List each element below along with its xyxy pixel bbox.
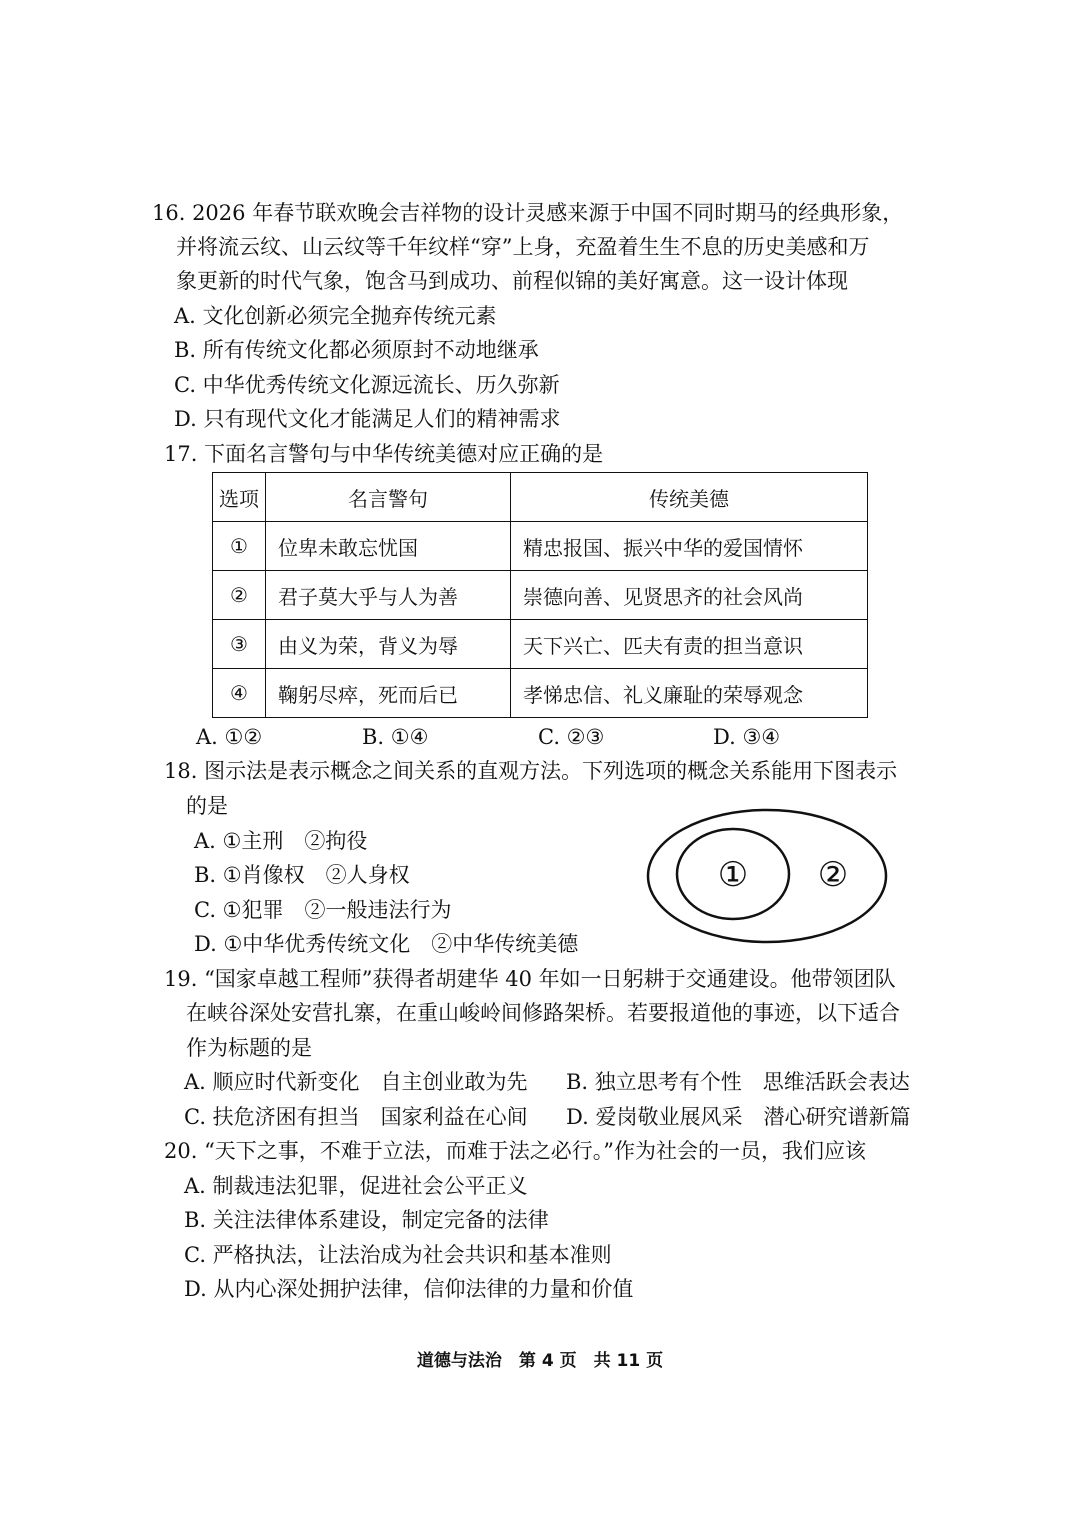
q20-option-d: D. 从内心深处拥护法律，信仰法律的力量和价值 — [184, 1277, 634, 1301]
row-virtue: 精忠报国、振兴中华的爱国情怀 — [511, 522, 868, 571]
table-row — [213, 620, 868, 669]
q20-option-b: B. 关注法律体系建设，制定完备的法律 — [184, 1208, 549, 1232]
q19-option-a: A. 顺应时代新变化 自主创业敢为先 — [184, 1070, 528, 1094]
q18-option-c: C. ①犯罪 ②一般违法行为 — [194, 898, 452, 922]
q16-option-b: B. 所有传统文化都必须原封不动地继承 — [174, 338, 539, 362]
row-virtue: 天下兴亡、匹夫有责的担当意识 — [511, 620, 868, 669]
q16-option-d: D. 只有现代文化才能满足人们的精神需求 — [174, 407, 561, 431]
row-number: ④ — [213, 669, 266, 718]
table-header-row — [213, 473, 868, 522]
page-footer: 道德与法治 第 4 页 共 11 页 — [416, 1351, 664, 1371]
row-quote: 鞠躬尽瘁，死而后已 — [266, 669, 511, 718]
table-row — [213, 669, 868, 718]
q19-option-d: D. 爱岗敬业展风采 潜心研究谱新篇 — [566, 1105, 911, 1129]
outer-label: ② — [817, 855, 849, 895]
q17-table — [212, 472, 868, 718]
row-quote: 由义为荣，背义为辱 — [266, 620, 511, 669]
q17-option-b: B. ①④ — [362, 725, 429, 749]
row-number: ③ — [213, 620, 266, 669]
row-number: ① — [213, 522, 266, 571]
q18-stem-line-2: 的是 — [186, 794, 228, 818]
row-quote: 君子莫大乎与人为善 — [266, 571, 511, 620]
q19-option-c: C. 扶危济困有担当 国家利益在心间 — [184, 1105, 528, 1129]
q17-option-c: C. ②③ — [538, 725, 605, 749]
q19-stem-line-2: 在峡谷深处安营扎寨，在重山峻岭间修路架桥。若要报道他的事迹，以下适合 — [186, 1001, 900, 1025]
q18-option-b: B. ①肖像权 ②人身权 — [194, 863, 410, 887]
q16-stem-line-1: 16. 2026 年春节联欢晚会吉祥物的设计灵感来源于中国不同时期马的经典形象， — [152, 201, 904, 225]
q18-venn-diagram — [645, 806, 889, 946]
q19-option-b: B. 独立思考有个性 思维活跃会表达 — [566, 1070, 910, 1094]
row-virtue: 崇德向善、见贤思齐的社会风尚 — [511, 571, 868, 620]
header-virtue: 传统美德 — [511, 473, 868, 522]
table-row — [213, 522, 868, 571]
header-quote: 名言警句 — [266, 473, 511, 522]
q16-stem-line-2: 并将流云纹、山云纹等千年纹样“穿”上身，充盈着生生不息的历史美感和万 — [176, 235, 870, 259]
q19-stem-line-3: 作为标题的是 — [186, 1036, 312, 1060]
q20-option-c: C. 严格执法，让法治成为社会共识和基本准则 — [184, 1243, 612, 1267]
q18-option-a: A. ①主刑 ②拘役 — [194, 829, 368, 853]
q16-option-c: C. 中华优秀传统文化源远流长、历久弥新 — [174, 373, 560, 397]
q18-option-d: D. ①中华优秀传统文化 ②中华传统美德 — [194, 932, 579, 956]
q16-option-a: A. 文化创新必须完全抛弃传统元素 — [174, 304, 497, 328]
q17-option-a: A. ①② — [196, 725, 263, 749]
row-quote: 位卑未敢忘忧国 — [266, 522, 511, 571]
q17-option-d: D. ③④ — [713, 725, 781, 749]
q20-stem: 20. “天下之事，不难于立法，而难于法之必行。”作为社会的一员，我们应该 — [164, 1139, 867, 1163]
q16-stem-line-3: 象更新的时代气象，饱含马到成功、前程似锦的美好寓意。这一设计体现 — [176, 269, 848, 293]
outer-ellipse — [648, 810, 886, 942]
table-row — [213, 571, 868, 620]
q17-stem: 17. 下面名言警句与中华传统美德对应正确的是 — [164, 442, 604, 466]
q18-stem-line-1: 18. 图示法是表示概念之间关系的直观方法。下列选项的概念关系能用下图表示 — [164, 759, 898, 783]
row-virtue: 孝悌忠信、礼义廉耻的荣辱观念 — [511, 669, 868, 718]
q19-stem-line-1: 19. “国家卓越工程师”获得者胡建华 40 年如一日躬耕于交通建设。他带领团队 — [164, 967, 896, 991]
q20-option-a: A. 制裁违法犯罪，促进社会公平正义 — [184, 1174, 528, 1198]
header-option: 选项 — [213, 473, 266, 522]
row-number: ② — [213, 571, 266, 620]
inner-label: ① — [717, 855, 749, 895]
